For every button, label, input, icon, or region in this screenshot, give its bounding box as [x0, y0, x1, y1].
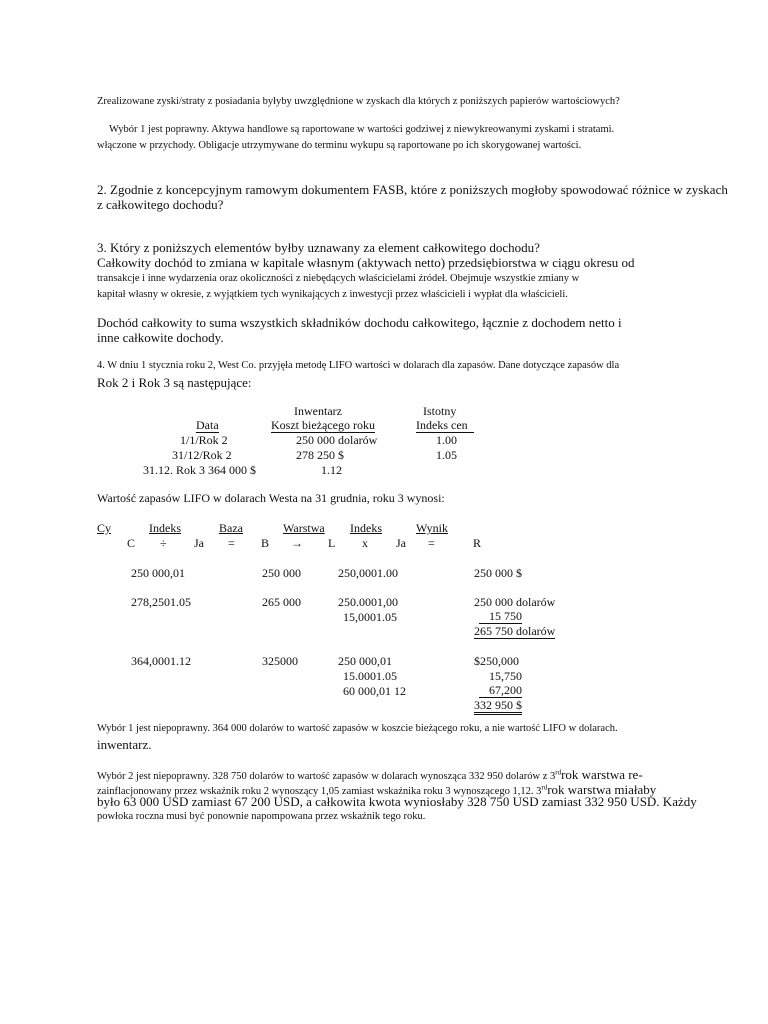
table-row-2-cost: 278 250 $: [296, 448, 344, 462]
calc-header-base: Baza: [219, 521, 243, 535]
block1-r: 250 000 $: [474, 566, 522, 580]
block1-c: 250 000,01: [131, 566, 185, 580]
symbol-divide: ÷: [160, 536, 167, 550]
q3-line2: Całkowity dochód to zmiana w kapitale własnym (aktywach netto) przedsiębiorstwa w ciągu okresu od: [97, 255, 635, 270]
explain-w2-a-text: Wybór 2 jest niepoprawny. 328 750 dolarów to wartość zapasów w dolarach wynosząca 332 950 dolarów z 3: [97, 771, 556, 782]
explain-w1-line1: Wybór 1 jest niepoprawny. 364 000 dolarów to wartość zapasów w koszcie bieżącego roku, a nie wartość LIFO w dolarach.: [97, 723, 618, 734]
block1-l: 250,0001.00: [338, 566, 398, 580]
explain-w2-b-end: rok warstwa miałaby: [547, 782, 657, 797]
symbol-c: C: [127, 536, 136, 550]
table-col-index: [416, 419, 474, 433]
block2-r2-value: 15 750: [479, 609, 522, 624]
q4-line1: 4. W dniu 1 stycznia roku 2, West Co. przyjęła metodę LIFO wartości w dolarach dla zapasów. Dane dotyczące zapasów dla: [97, 360, 620, 371]
explain-w2-b-sup: rd: [541, 783, 548, 792]
explain-w2-a-end: rok warstwa re-: [561, 767, 643, 782]
symbol-equals: =: [228, 536, 235, 550]
q4-line2: Rok 2 i Rok 3 są następujące:: [97, 375, 252, 390]
intro-question: Zrealizowane zyski/straty z posiadania byłyby uwzględnione w zyskach dla których z poniższych papierów wartościowych?: [97, 96, 620, 107]
intro-answer-line1: Wybór 1 jest poprawny. Aktywa handlowe są raportowane w wartości godziwej z niewykreowanymi zyskami i stratami.: [109, 124, 615, 135]
table-row-3-date: 31.12. Rok 3 364 000 $: [143, 463, 257, 477]
table-row-2-date: 31/12/Rok 2: [172, 448, 232, 462]
explain-w2-line-d: powłoka roczna musi być ponownie napompowana przez wskaźnik tego roku.: [97, 811, 426, 822]
block2-b: 265 000: [262, 595, 301, 609]
block3-r4: [474, 699, 522, 713]
q3-line3: transakcje i inne wydarzenia oraz okoliczności z niebędących właścicielami źródeł. Obejmuje wszystkie zmiany w: [97, 273, 580, 284]
q3-line4: kapitał własny w okresie, z wyjątkiem tych wynikających z inwestycji przez właścicieli i wypłat dla właścicieli.: [97, 289, 568, 300]
calc-header-result: Wynik: [416, 521, 448, 535]
q2-line1: 2. Zgodnie z koncepcyjnym ramowym dokumentem FASB, które z poniższych mogłoby spowodować różnice w zyskach: [97, 182, 728, 197]
block3-l2: 15.0001.05: [343, 669, 397, 683]
symbol-x: x: [362, 536, 368, 550]
calc-header-layer: Warstwa: [283, 521, 325, 535]
table-row-3-cost: 1.12: [321, 463, 342, 477]
table-row-1-date: 1/1/Rok 2: [180, 433, 228, 447]
block3-r3: [474, 684, 522, 698]
table-row-1-cost: 250 000 dolarów: [296, 433, 378, 447]
table-col-cost: [271, 419, 375, 433]
lifo-question: Wartość zapasów LIFO w dolarach Westa na 31 grudnia, roku 3 wynosi:: [97, 491, 445, 505]
table-row-1-index: 1.00: [436, 433, 457, 447]
explain-w2-line-c: było 63 000 USD zamiast 67 200 USD, a całkowita kwota wyniosłaby 328 750 USD zamiast 332 950 USD. Każdy: [97, 794, 697, 809]
block3-r4-value: 332 950 $: [474, 698, 522, 715]
arrow-right-icon: →: [291, 536, 303, 550]
symbol-l: L: [328, 536, 336, 550]
explain-w2-a-sup: rd: [555, 768, 562, 777]
q2-line2: z całkowitego dochodu?: [97, 197, 224, 212]
table-col-date: [196, 419, 252, 433]
table-header-inventory: Inwentarz: [294, 404, 342, 418]
block2-r3: [474, 625, 555, 639]
explain-w1-line2: inwentarz.: [97, 737, 152, 752]
block2-l1: 250.0001,00: [338, 595, 398, 609]
block3-b: 325000: [262, 654, 298, 668]
symbol-b: B: [261, 536, 270, 550]
intro-answer-line2: włączone w przychody. Obligacje utrzymywane do terminu wykupu są raportowane po ich skorygowanej wartości.: [97, 140, 582, 151]
block3-r2: 15,750: [489, 669, 522, 683]
symbol-r: R: [473, 536, 482, 550]
block1-b: 250 000: [262, 566, 301, 580]
block3-l1: 250 000,01: [338, 654, 392, 668]
symbol-ja2: Ja: [396, 536, 406, 550]
block2-l2: 15,0001.05: [343, 610, 397, 624]
q3-sum-line1: Dochód całkowity to suma wszystkich składników dochodu całkowitego, łącznie z dochodem netto i: [97, 315, 622, 330]
table-col-date-label: Data: [196, 418, 219, 432]
block3-r3-value: 67,200: [479, 683, 522, 698]
symbol-ja: Ja: [194, 536, 204, 550]
explain-w2-b-text: zainflacjonowany przez wskaźnik roku 2 wynoszący 1,05 zamiast wskaźnika roku 3 wynoszącego 1,12. 3: [97, 786, 542, 797]
block2-r3-value: 265 750 dolarów: [474, 624, 556, 638]
block2-r2: [474, 610, 522, 624]
block3-l3: 60 000,01 12: [343, 684, 406, 698]
q3-line1: 3. Który z poniższych elementów byłby uznawany za element całkowitego dochodu?: [97, 240, 540, 255]
block2-r1: 250 000 dolarów: [474, 595, 556, 609]
block3-c: 364,0001.12: [131, 654, 191, 668]
calc-header-cy: Cy: [97, 521, 112, 535]
symbol-equals2: =: [428, 536, 435, 550]
block2-c: 278,2501.05: [131, 595, 191, 609]
q3-sum-line2: inne całkowite dochody.: [97, 330, 224, 345]
table-col-index-label: Indeks cen: [416, 418, 474, 433]
table-col-cost-label: Koszt bieżącego roku: [271, 418, 375, 432]
explain-w2-line-a: [97, 768, 643, 783]
block3-r1: $250,000: [474, 654, 519, 668]
table-header-relevant: Istotny: [423, 404, 457, 418]
calc-header-index2: Indeks: [350, 521, 382, 535]
calc-header-index: Indeks: [149, 521, 181, 535]
table-row-2-index: 1.05: [436, 448, 457, 462]
